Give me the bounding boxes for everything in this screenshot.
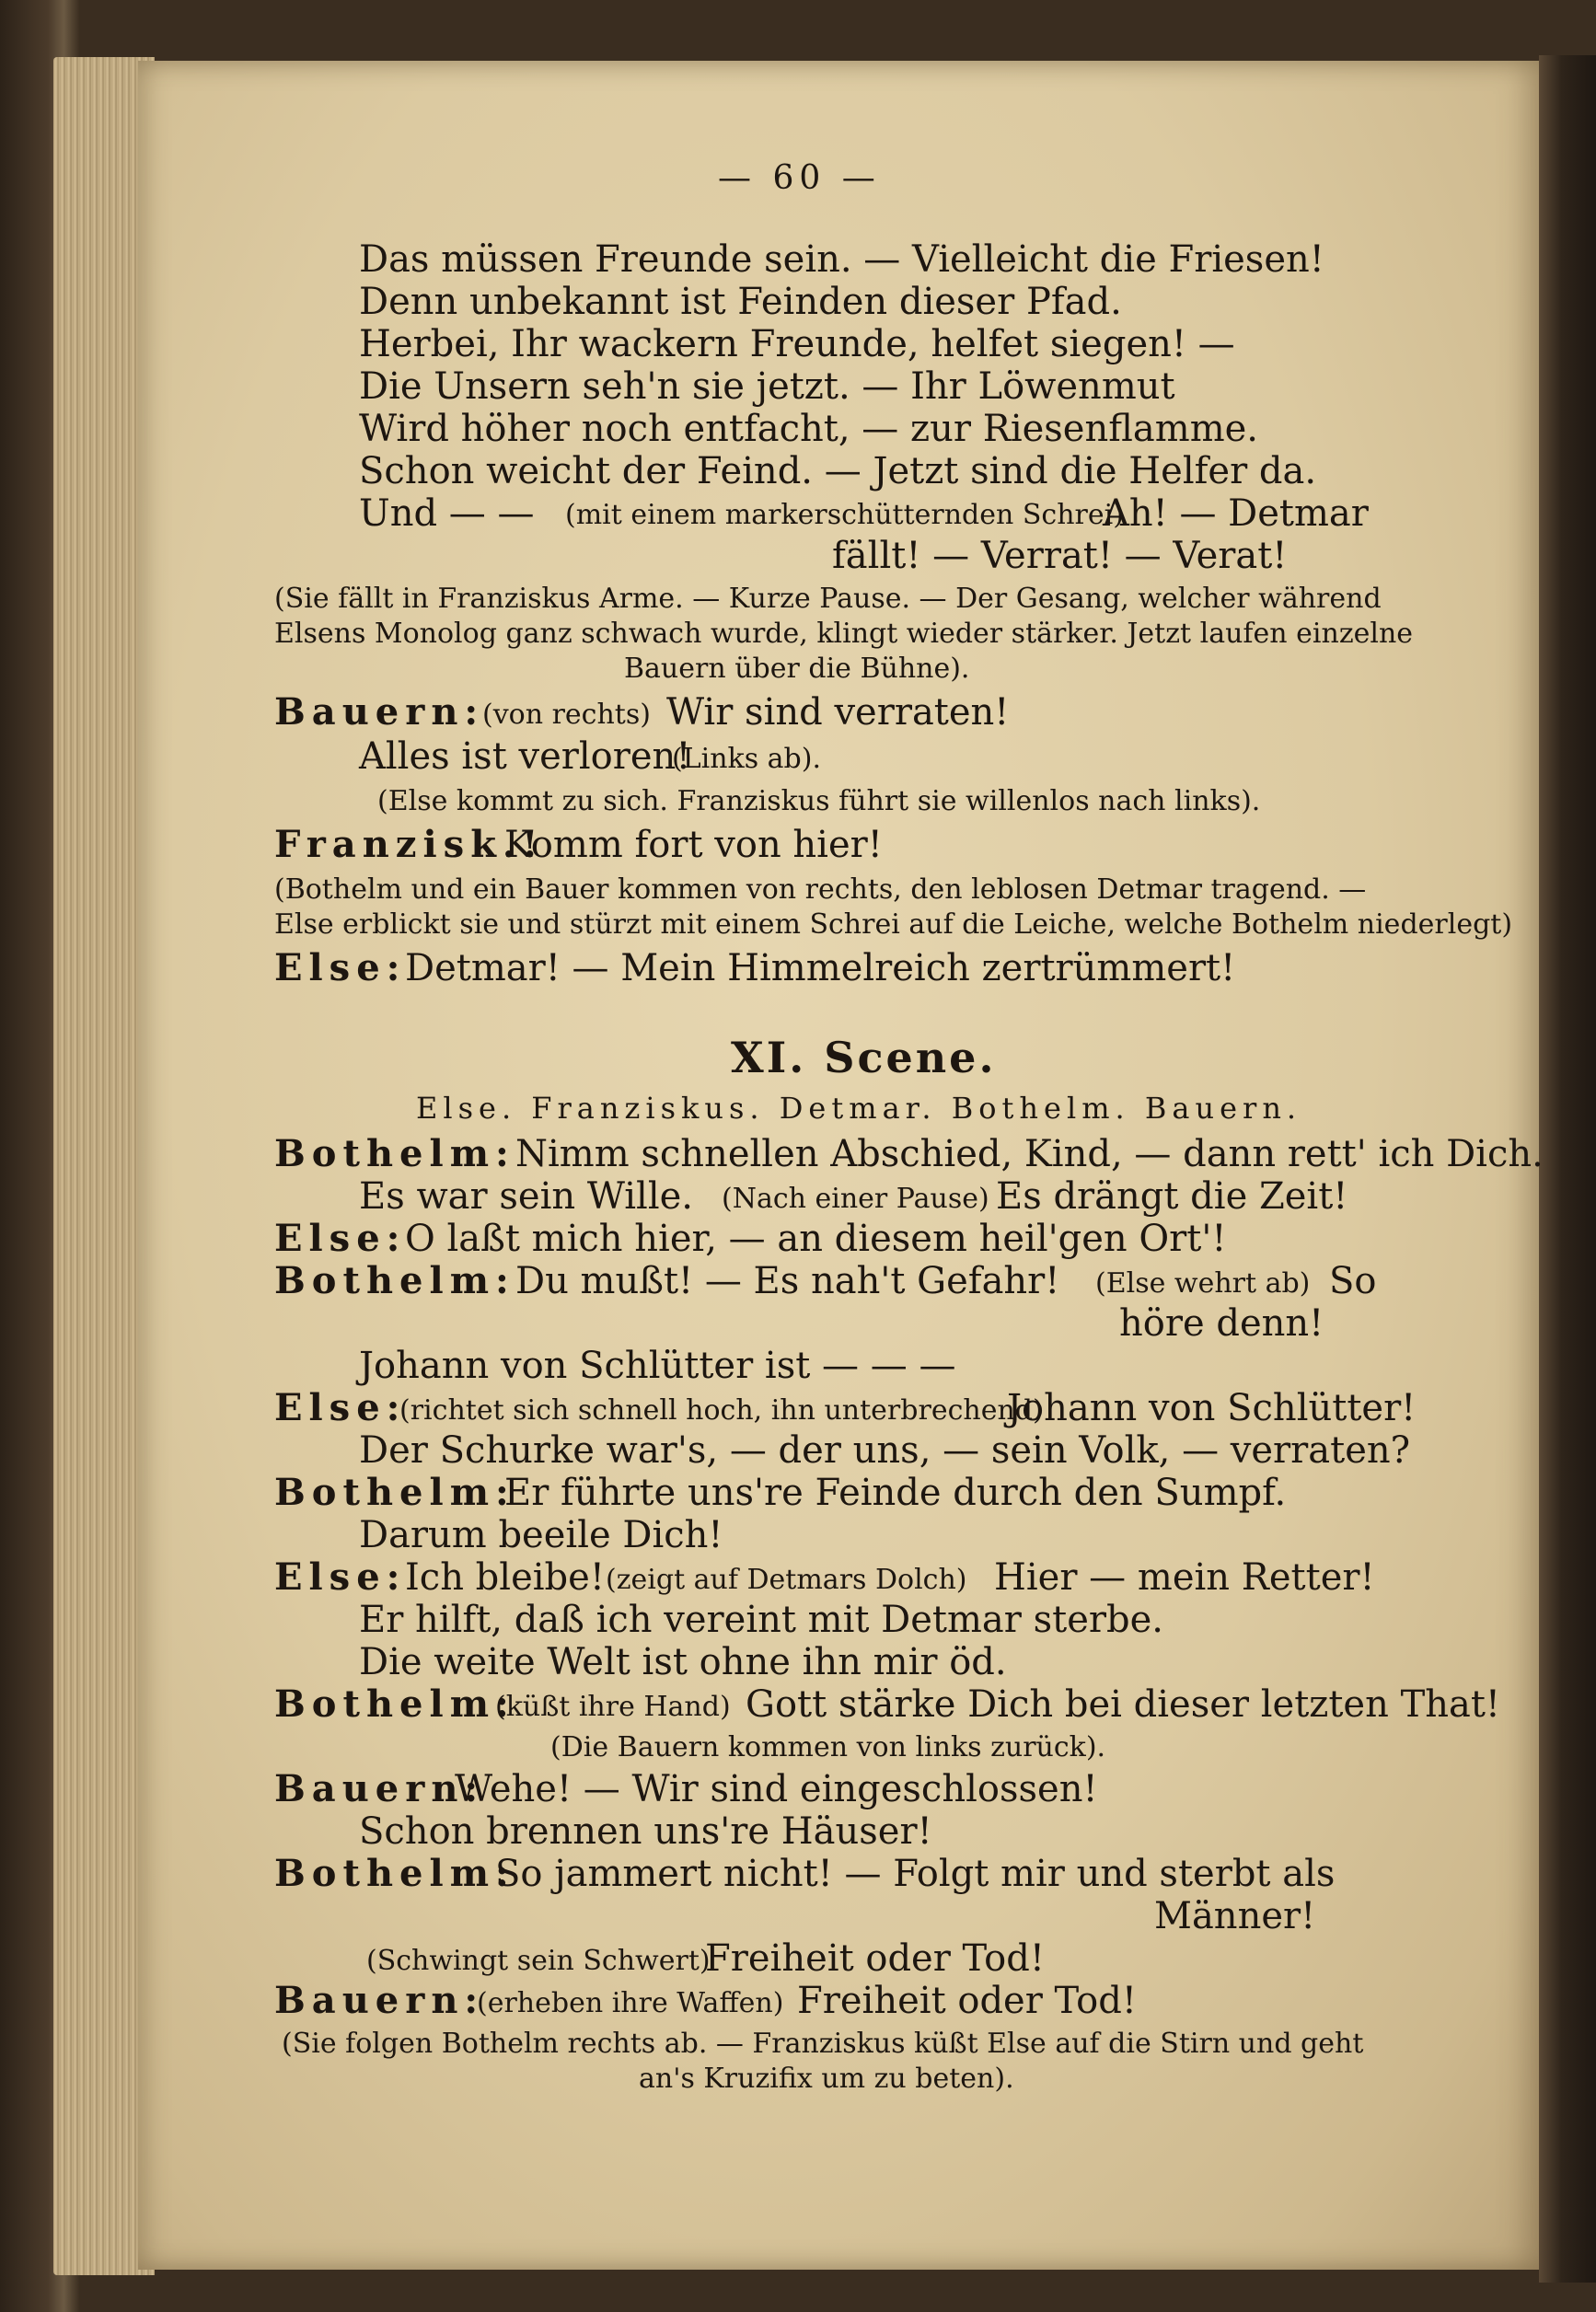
speaker-name: Franzisk.! bbox=[274, 823, 545, 866]
speaker-name: Bothelm: bbox=[274, 1682, 515, 1726]
stage-direction: Elsens Monolog ganz schwach wurde, klingt wieder stärker. Jetzt laufen einzelne bbox=[274, 618, 1414, 650]
text-line: Herbei, Ihr wackern Freunde, helfet siegen! — bbox=[359, 323, 1235, 365]
text-line: Er führte uns're Feinde durch den Sumpf. bbox=[504, 1472, 1287, 1514]
text-line: Hier — mein Retter! bbox=[994, 1556, 1375, 1599]
text-line: Alles ist verloren! bbox=[359, 735, 691, 778]
text-line: Wir sind verraten! bbox=[666, 691, 1010, 734]
text-line: Gott stärke Dich bei dieser letzten That! bbox=[746, 1683, 1500, 1726]
stage-direction: (Links ab). bbox=[672, 743, 821, 775]
speaker-name: Bauern: bbox=[274, 690, 485, 734]
text-line: O laßt mich hier, — an diesem heil'gen Ort'! bbox=[405, 1218, 1227, 1260]
stage-direction: Bauern über die Bühne). bbox=[624, 653, 970, 685]
stage-direction: an's Kruzifix um zu beten). bbox=[639, 2063, 1014, 2095]
stage-direction: (Die Bauern kommen von links zurück). bbox=[550, 1731, 1106, 1763]
text-line: Schon brennen uns're Häuser! bbox=[359, 1810, 932, 1853]
speaker-name: Bothelm: bbox=[274, 1852, 515, 1895]
text-line: Denn unbekannt ist Feinden dieser Pfad. bbox=[359, 281, 1122, 323]
speaker-name: Else: bbox=[274, 946, 407, 989]
text-line: Wehe! — Wir sind eingeschlossen! bbox=[455, 1768, 1098, 1810]
text-line: Das müssen Freunde sein. — Vielleicht die Friesen! bbox=[359, 238, 1324, 281]
book-binding bbox=[1539, 55, 1596, 2283]
text-line: Männer! bbox=[1154, 1895, 1316, 1937]
text-line: Wird höher noch entfacht, — zur Riesenflamme. bbox=[359, 408, 1259, 450]
stage-direction: (mit einem markerschütternden Schrei) bbox=[565, 499, 1124, 531]
text-line: Es war sein Wille. bbox=[359, 1175, 694, 1218]
text-line: Darum beeile Dich! bbox=[359, 1514, 723, 1556]
page-number: — 60 — bbox=[718, 159, 881, 197]
text-line: Detmar! — Mein Himmelreich zertrümmert! bbox=[405, 947, 1236, 989]
text-line: So jammert nicht! — Folgt mir und sterbt als bbox=[495, 1853, 1336, 1895]
text-line: Er hilft, daß ich vereint mit Detmar sterbe. bbox=[359, 1599, 1163, 1641]
text-line: Ah! — Detmar bbox=[1103, 492, 1369, 535]
stage-direction: (Nach einer Pause) bbox=[722, 1183, 989, 1215]
stage-direction: (Sie folgen Bothelm rechts ab. — Franziskus küßt Else auf die Stirn und geht bbox=[282, 2028, 1364, 2060]
stage-direction: (Bothelm und ein Bauer kommen von rechts, den leblosen Detmar tragend. — bbox=[274, 873, 1367, 906]
text-line: Johann von Schlütter ist — — — bbox=[359, 1345, 956, 1387]
text-line: Ich bleibe! bbox=[405, 1556, 605, 1599]
text-line: Freiheit oder Tod! bbox=[797, 1980, 1137, 2022]
text-line: Du mußt! — Es nah't Gefahr! bbox=[515, 1260, 1060, 1302]
text-line: Schon weicht der Feind. — Jetzt sind die Helfer da. bbox=[359, 450, 1317, 492]
cast-list: Else. Franziskus. Detmar. Bothelm. Bauern. bbox=[416, 1091, 1302, 1126]
scene-title: XI. Scene. bbox=[731, 1033, 997, 1082]
speaker-name: Bothelm: bbox=[274, 1132, 515, 1175]
stage-direction: (zeigt auf Detmars Dolch) bbox=[606, 1564, 967, 1596]
text-line: höre denn! bbox=[1119, 1302, 1324, 1345]
text-line: Johann von Schlütter! bbox=[1007, 1387, 1417, 1429]
speaker-name: Bauern: bbox=[274, 1767, 485, 1810]
text-line: Und — — bbox=[359, 492, 535, 535]
stage-direction: (von rechts) bbox=[482, 699, 651, 731]
text-line: Der Schurke war's, — der uns, — sein Volk, — verraten? bbox=[359, 1429, 1411, 1472]
text-line: Freiheit oder Tod! bbox=[705, 1937, 1045, 1980]
stage-direction: (erheben ihre Waffen) bbox=[477, 1987, 784, 2019]
stage-direction: Else erblickt sie und stürzt mit einem Schrei auf die Leiche, welche Bothelm niederlegt) bbox=[274, 908, 1513, 941]
speaker-name: Bothelm: bbox=[274, 1259, 515, 1302]
stage-direction: (Schwingt sein Schwert) bbox=[366, 1945, 711, 1977]
stage-direction: (Else wehrt ab) bbox=[1095, 1267, 1311, 1300]
stage-direction: (küßt ihre Hand) bbox=[495, 1691, 731, 1723]
stage-direction: (richtet sich schnell hoch, ihn unterbrechend) bbox=[399, 1394, 1044, 1427]
speaker-name: Else: bbox=[274, 1217, 407, 1260]
speaker-name: Bauern: bbox=[274, 1979, 485, 2022]
text-line: Die Unsern seh'n sie jetzt. — Ihr Löwenmut bbox=[359, 365, 1175, 408]
text-line: fällt! — Verrat! — Verat! bbox=[832, 535, 1288, 577]
speaker-name: Bothelm: bbox=[274, 1471, 515, 1514]
text-line: Die weite Welt ist ohne ihn mir öd. bbox=[359, 1641, 1007, 1683]
speaker-name: Else: bbox=[274, 1555, 407, 1599]
speaker-name: Else: bbox=[274, 1386, 407, 1429]
stage-direction: (Else kommt zu sich. Franziskus führt sie willenlos nach links). bbox=[377, 785, 1261, 817]
text-line: Nimm schnellen Abschied, Kind, — dann rett' ich Dich. bbox=[515, 1133, 1544, 1175]
text-line: Komm fort von hier! bbox=[504, 824, 883, 866]
text-line: So bbox=[1329, 1260, 1377, 1302]
text-line: Es drängt die Zeit! bbox=[996, 1175, 1348, 1218]
stage-direction: (Sie fällt in Franziskus Arme. — Kurze Pause. — Der Gesang, welcher während bbox=[274, 583, 1382, 615]
